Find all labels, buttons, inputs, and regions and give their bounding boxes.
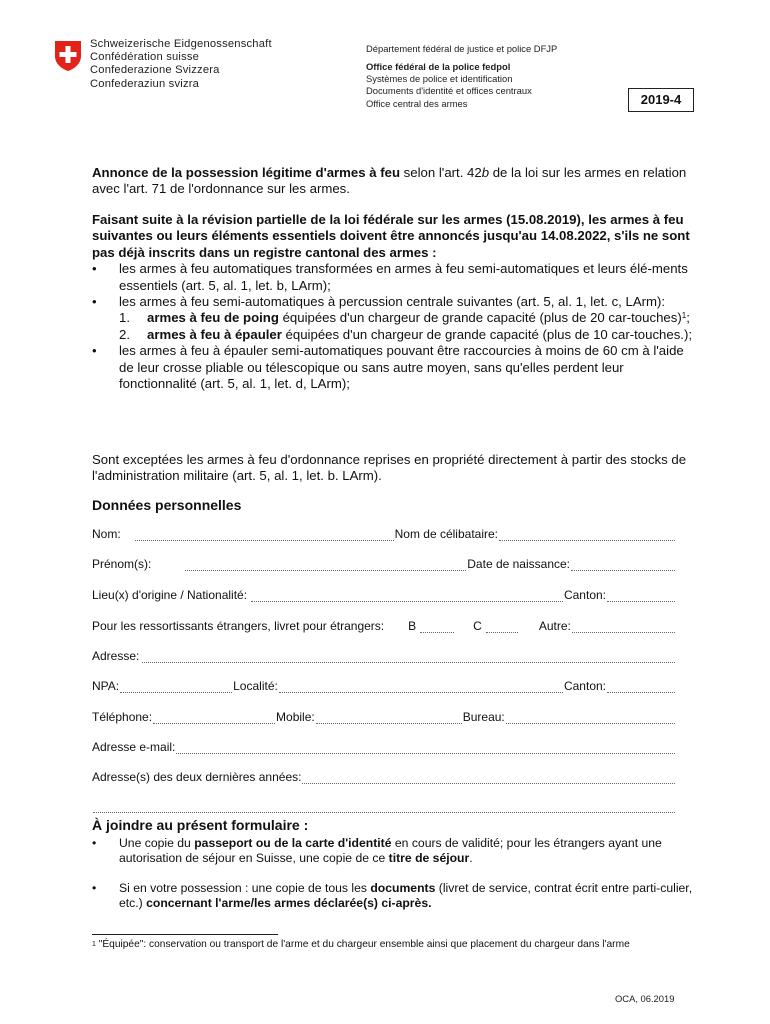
- nom-celibataire-field[interactable]: [499, 529, 675, 541]
- lieu-origine-label: Lieu(x) d'origine / Nationalité:: [92, 588, 248, 602]
- sub-list-number: 1.: [119, 310, 130, 326]
- email-label: Adresse e-mail:: [92, 740, 176, 754]
- canton2-field[interactable]: [607, 681, 675, 693]
- intro-text: selon l'art. 42: [400, 165, 482, 180]
- revision-section: [92, 212, 702, 392]
- lieu-origine-field[interactable]: [251, 590, 563, 602]
- footnote-separator: [92, 934, 278, 935]
- date-naissance-label: Date de naissance:: [467, 557, 570, 571]
- intro-italic: b: [481, 165, 490, 180]
- attachments-section: [92, 836, 702, 926]
- localite-field[interactable]: [279, 681, 563, 693]
- attach-bold: concernant l'arme/les armes déclarée(s) ci-après.: [146, 896, 432, 911]
- list-item: [92, 343, 702, 392]
- attach-bold: titre de séjour: [388, 851, 470, 866]
- mobile-label: Mobile:: [276, 710, 315, 724]
- sub-list-bold: armes à feu de poing: [147, 310, 279, 326]
- list-item: [92, 261, 702, 294]
- form-row-name: [92, 525, 676, 541]
- canton-field[interactable]: [607, 590, 675, 602]
- footnote: [92, 938, 692, 951]
- office-line: Documents d'identité et offices centraux: [366, 85, 532, 97]
- prev-addresses-label: Adresse(s) des deux dernières années:: [92, 770, 302, 784]
- confederation-names: [90, 38, 272, 91]
- attachments-heading: À joindre au présent formulaire :: [92, 817, 309, 833]
- attach-bold: passeport ou de la carte d'identité: [194, 836, 392, 850]
- canton-label: Canton:: [563, 588, 606, 602]
- bureau-label: Bureau:: [462, 710, 505, 724]
- swiss-crest-logo: [54, 40, 82, 72]
- list-item: [92, 881, 702, 912]
- attach-text: (livret de service, contrat écrit entre parti-culier, etc.): [119, 880, 693, 911]
- autre-field[interactable]: [572, 621, 675, 633]
- mobile-field[interactable]: [316, 712, 462, 724]
- confederation-name-rm: Confederaziun svizra: [90, 77, 200, 90]
- form-row-prev-addresses: [92, 768, 676, 784]
- exception-paragraph: Sont exceptées les armes à feu d'ordonnance reprises en propriété directement à partir des stocks de l'administration militaire (art. 5, al. 1, let. b. LArm).: [92, 452, 687, 484]
- telephone-label: Téléphone:: [92, 710, 153, 724]
- revision-heading: Faisant suite à la révision partielle de la loi fédérale sur les armes (15.08.2019), les armes à feu suivantes ou leurs éléments essentiels doivent être annoncés jusqu'au 14.08.2022, s'ils ne sont pas déjà inscrits dans un registre cantonal des armes :: [92, 212, 690, 260]
- attach-bold: documents: [370, 880, 436, 895]
- sub-list-item: [119, 327, 702, 343]
- confederation-name-de: Schweizerische Eidgenossenschaft: [90, 38, 272, 50]
- department-name: Département fédéral de justice et police DFJP: [366, 43, 558, 54]
- footer-version: OCA, 06.2019: [615, 993, 675, 1004]
- form-row-prev-addresses-2: [92, 797, 676, 813]
- permit-b-label: B: [408, 619, 417, 633]
- sub-list-item: [119, 310, 702, 326]
- sub-list-text: ;: [686, 310, 690, 326]
- attachments-list: [92, 836, 702, 912]
- etrangers-label: Pour les ressortissants étrangers, livret pour étrangers:: [92, 619, 385, 633]
- form-row-email: [92, 738, 676, 754]
- adresse-field[interactable]: [142, 651, 675, 663]
- attach-text: en cours de validité; pour les étrangers ayant une autorisation de séjour en Suisse, une copie de ce: [119, 836, 662, 866]
- prenom-label: Prénom(s):: [92, 557, 152, 571]
- nom-field[interactable]: [135, 529, 394, 541]
- npa-label: NPA:: [92, 679, 120, 693]
- prenom-field[interactable]: [185, 559, 466, 571]
- permit-b-field[interactable]: [420, 621, 454, 633]
- sub-list-bold: armes à feu à épauler: [147, 326, 282, 342]
- form-row-origin: [92, 586, 676, 602]
- form-row-locality: [92, 677, 676, 693]
- office-line: Office central des armes: [366, 97, 468, 109]
- email-field[interactable]: [176, 742, 675, 754]
- sub-list: [119, 310, 702, 343]
- form-row-address: [92, 647, 676, 663]
- nom-celibataire-label: Nom de célibataire:: [394, 527, 498, 541]
- autre-label: Autre:: [538, 619, 571, 633]
- form-row-foreigners: [92, 617, 676, 633]
- prev-addresses-field[interactable]: [302, 772, 675, 784]
- weapon-category-list: [92, 261, 702, 392]
- form-row-firstname: [92, 555, 676, 571]
- intro-text: de la loi sur les armes en relation avec l'art. 71 de l'ordonnance sur les armes.: [92, 165, 687, 197]
- list-item-text: les armes à feu semi-automatiques à percussion centrale suivantes (art. 5, al. 1, let. c, LArm):: [119, 294, 666, 310]
- sub-list-text: équipées d'un chargeur de grande capacité (plus de 20 car-touches): [278, 310, 682, 326]
- confederation-name-it: Confederazione Svizzera: [90, 64, 220, 77]
- confederation-name-fr: Confédération suisse: [90, 51, 200, 64]
- office-name: Office fédéral de la police fedpol: [366, 61, 511, 72]
- telephone-field[interactable]: [153, 712, 275, 724]
- date-naissance-field[interactable]: [571, 559, 675, 571]
- permit-c-field[interactable]: [486, 621, 518, 633]
- nom-label: Nom:: [92, 527, 121, 541]
- bureau-field[interactable]: [506, 712, 675, 724]
- footnote-ref[interactable]: 1: [681, 311, 687, 321]
- attach-text: Si en votre possession : une copie de tous les: [119, 880, 371, 895]
- attach-text: .: [469, 851, 473, 866]
- footnote-mark: 1: [92, 941, 96, 948]
- form-number-box: 2019-4: [628, 88, 694, 112]
- attach-text: Une copie du: [119, 836, 195, 850]
- list-item-text: les armes à feu automatiques transformées en armes à feu semi-automatiques et leurs élé-ments essentiels (art. 5, al. 1, let. b, LArm);: [119, 261, 688, 293]
- permit-c-label: C: [473, 619, 482, 633]
- localite-label: Localité:: [233, 679, 278, 693]
- list-item-text: les armes à feu à épauler semi-automatiques pouvant être raccourcies à moins de 60 cm à l'aide de leur crosse pliable ou télescopique ou sans autre moyen, sans qu'elles perdent leur fonctionnalité (art. 5, al. 1, let. d, LArm);: [119, 343, 684, 392]
- sub-list-number: 2.: [119, 326, 130, 342]
- intro-title: Annonce de la possession légitime d'armes à feu: [92, 165, 401, 180]
- list-item: [92, 294, 702, 343]
- list-item: [92, 836, 702, 867]
- prev-addresses-field-2[interactable]: [93, 801, 675, 813]
- form-row-phones: [92, 708, 676, 724]
- footnote-text: "Équipée": conservation ou transport de l'arme et du chargeur ensemble ainsi que placement du chargeur dans l'arme: [95, 939, 630, 950]
- personal-data-heading: Données personnelles: [92, 497, 242, 513]
- canton2-label: Canton:: [563, 679, 606, 693]
- sub-list-text: équipées d'un chargeur de grande capacité (plus de 10 car-touches.);: [281, 326, 693, 342]
- office-line: Systèmes de police et identification: [366, 73, 513, 85]
- adresse-label: Adresse:: [92, 649, 140, 663]
- intro-paragraph: [92, 165, 702, 198]
- office-block: [366, 61, 532, 110]
- npa-field[interactable]: [120, 681, 232, 693]
